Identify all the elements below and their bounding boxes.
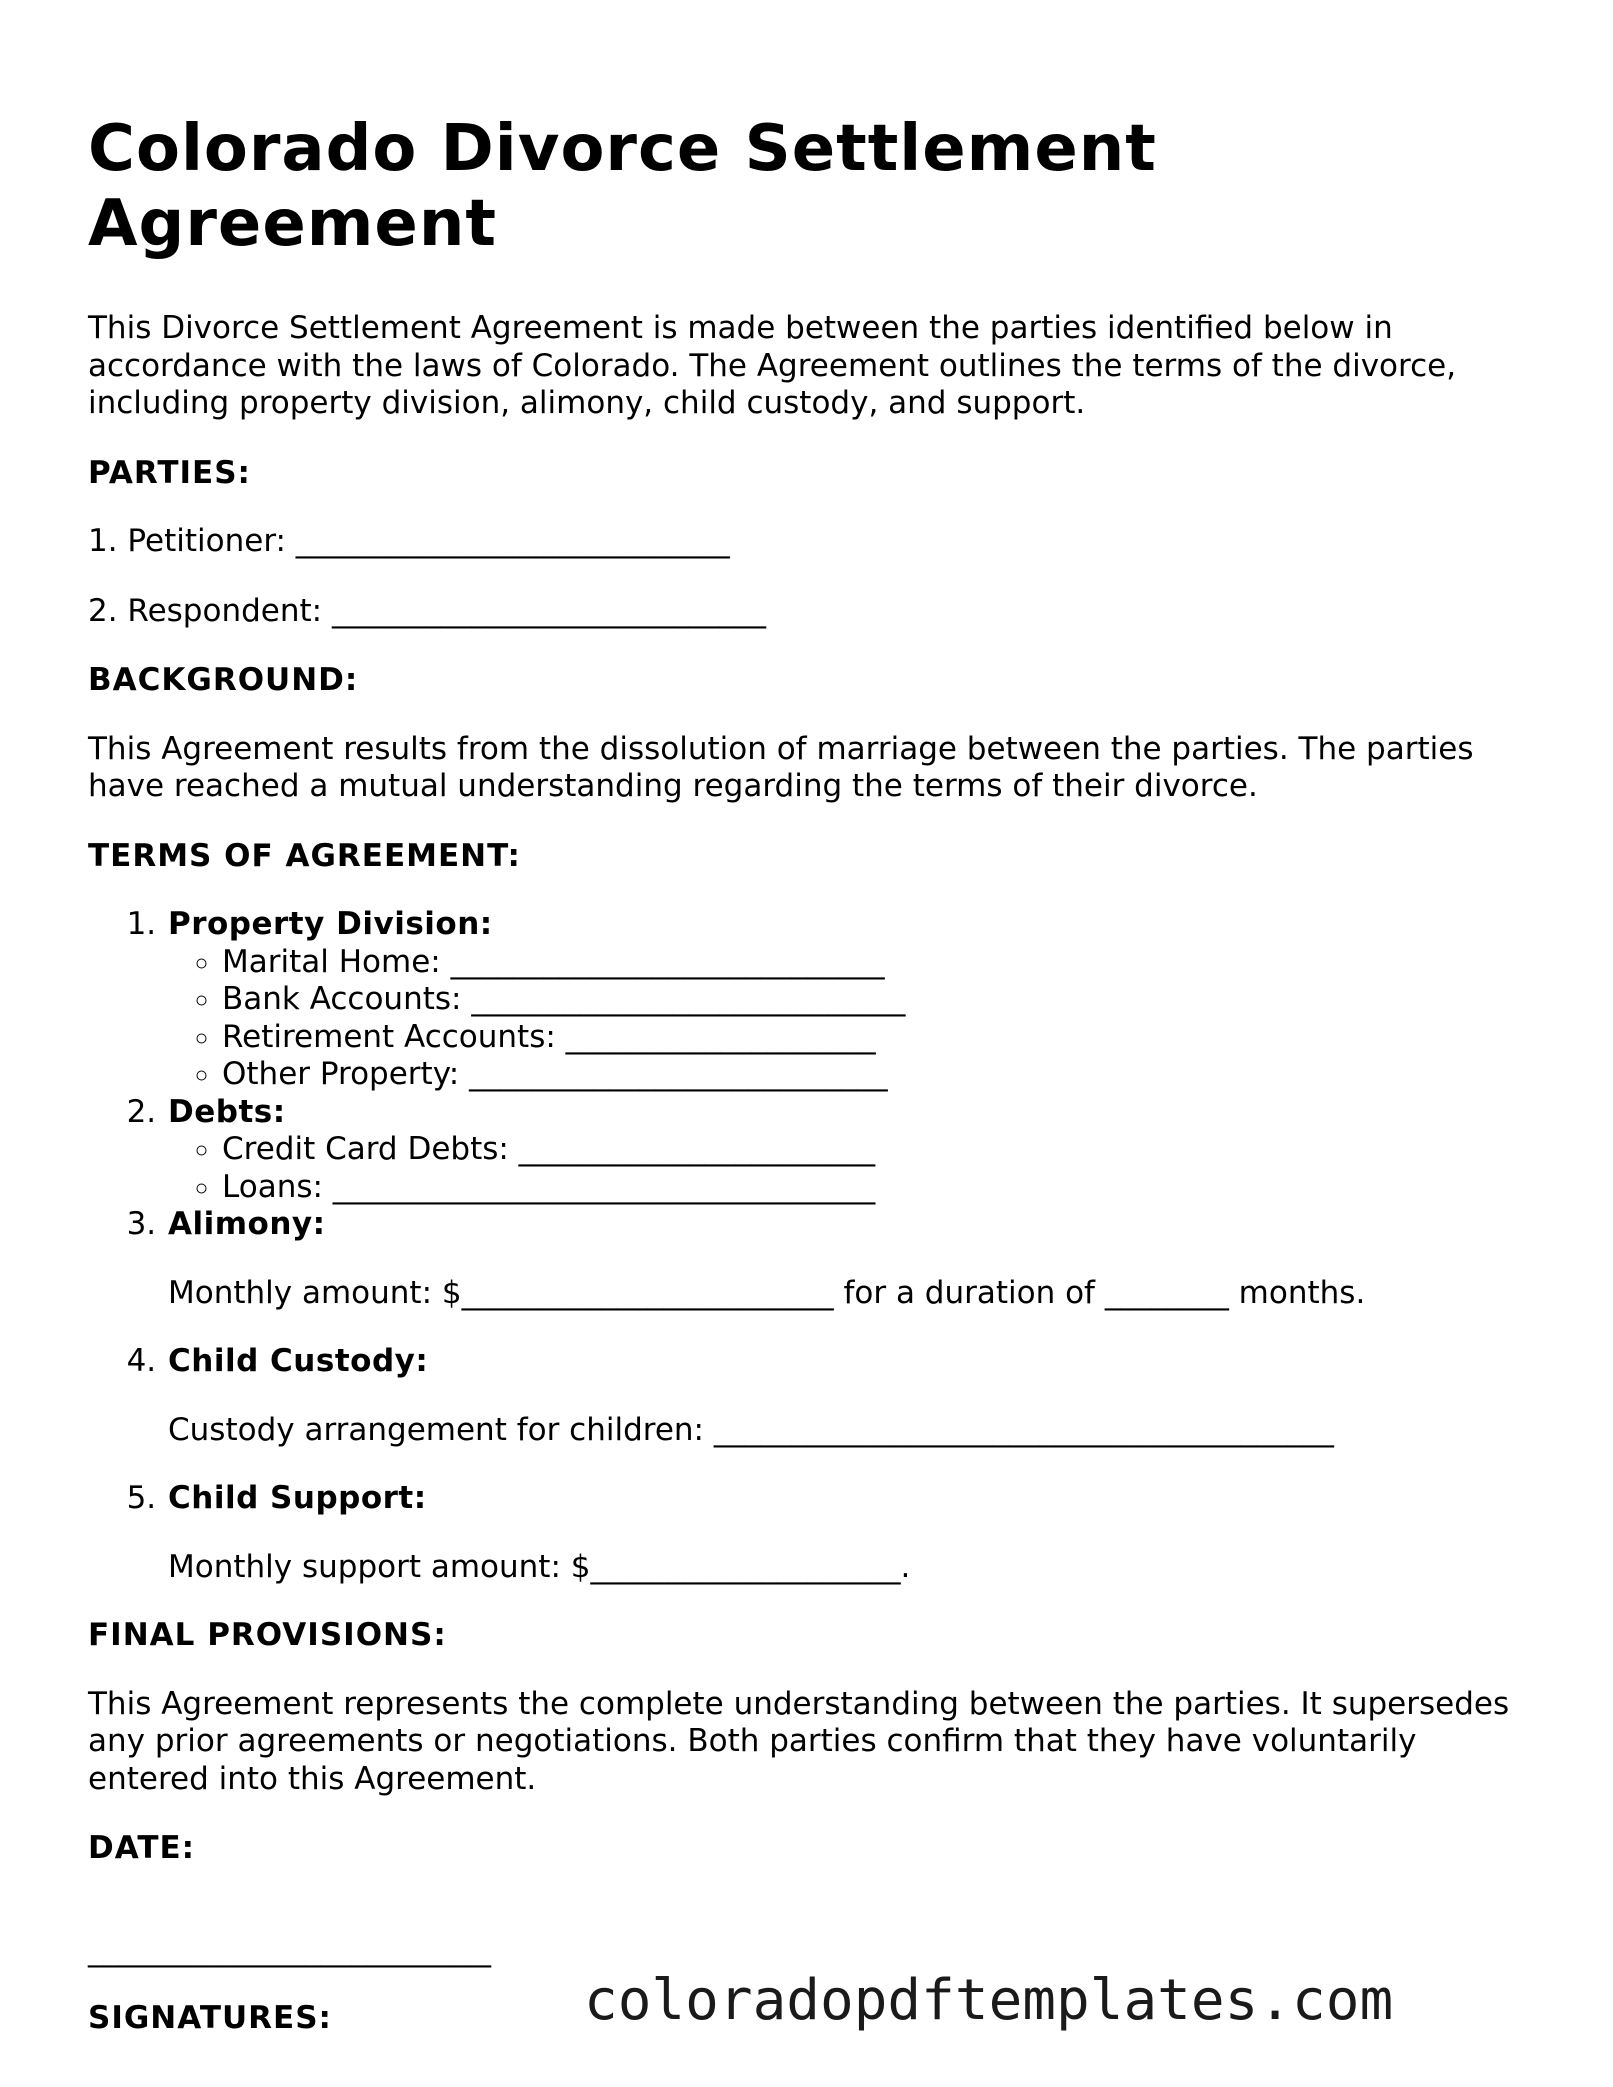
list-item: ◦ Other Property: ___________________________ <box>222 1056 1538 1094</box>
child-custody-text: Custody arrangement for children: ________________________________________ <box>168 1411 1334 1448</box>
debts-label: Debts: <box>168 1093 286 1130</box>
terms-list <box>88 906 1538 1586</box>
property-division-list <box>168 944 1538 1094</box>
term-alimony <box>166 1206 1538 1312</box>
child-custody-label: Child Custody: <box>168 1343 429 1379</box>
term-child-custody <box>166 1343 1538 1449</box>
background-heading: BACKGROUND: <box>88 662 359 698</box>
terms-heading: TERMS OF AGREEMENT: <box>88 837 521 874</box>
term-property-division <box>166 906 1538 1094</box>
parties-heading: PARTIES: <box>88 454 251 491</box>
child-support-label: Child Support: <box>168 1480 427 1516</box>
date-heading: DATE: <box>88 1830 196 1866</box>
alimony-label: Alimony: <box>168 1206 326 1242</box>
petitioner-line: 1. Petitioner: ____________________________ <box>88 523 730 559</box>
list-item: ◦ Credit Card Debts: _______________________ <box>222 1131 1538 1169</box>
list-item: ◦ Bank Accounts: ____________________________ <box>222 981 1538 1019</box>
document-title: Colorado Divorce Settlement Agreement <box>88 112 1157 261</box>
debts-list <box>168 1131 1538 1206</box>
respondent-line: 2. Respondent: ____________________________ <box>88 592 766 629</box>
property-division-label: Property Division: <box>168 906 493 942</box>
final-provisions-paragraph: This Agreement represents the complete understanding between the parties. It supersedes any prior agreements or negotiations. Both parties confirm that they have voluntarily entered into this Agreement. <box>88 1685 1510 1797</box>
list-item: ◦ Loans: ___________________________________ <box>222 1169 1538 1207</box>
list-item: ◦ Marital Home: ____________________________ <box>222 944 1538 982</box>
signatures-heading: SIGNATURES: <box>88 2000 332 2036</box>
alimony-text: Monthly amount: $________________________ for a duration of ________ months. <box>168 1274 1366 1311</box>
background-paragraph: This Agreement results from the dissolution of marriage between the parties. The parties have reached a mutual understanding regarding the terms of their divorce. <box>88 730 1474 804</box>
document-page <box>88 112 1538 2038</box>
date-line: __________________________ <box>88 1931 491 1968</box>
final-provisions-heading: FINAL PROVISIONS: <box>88 1617 447 1653</box>
watermark: coloradopdftemplates.com <box>584 1968 1394 2033</box>
intro-paragraph: This Divorce Settlement Agreement is made between the parties identified below in accordance with the laws of Colorado. The Agreement outlines the terms of the divorce, including property division, alimony, child custody, and support. <box>88 310 1457 421</box>
child-support-text: Monthly support amount: $____________________. <box>168 1548 911 1585</box>
term-child-support <box>166 1480 1538 1586</box>
list-item: ◦ Retirement Accounts: ____________________ <box>222 1019 1538 1057</box>
term-debts <box>166 1094 1538 1207</box>
